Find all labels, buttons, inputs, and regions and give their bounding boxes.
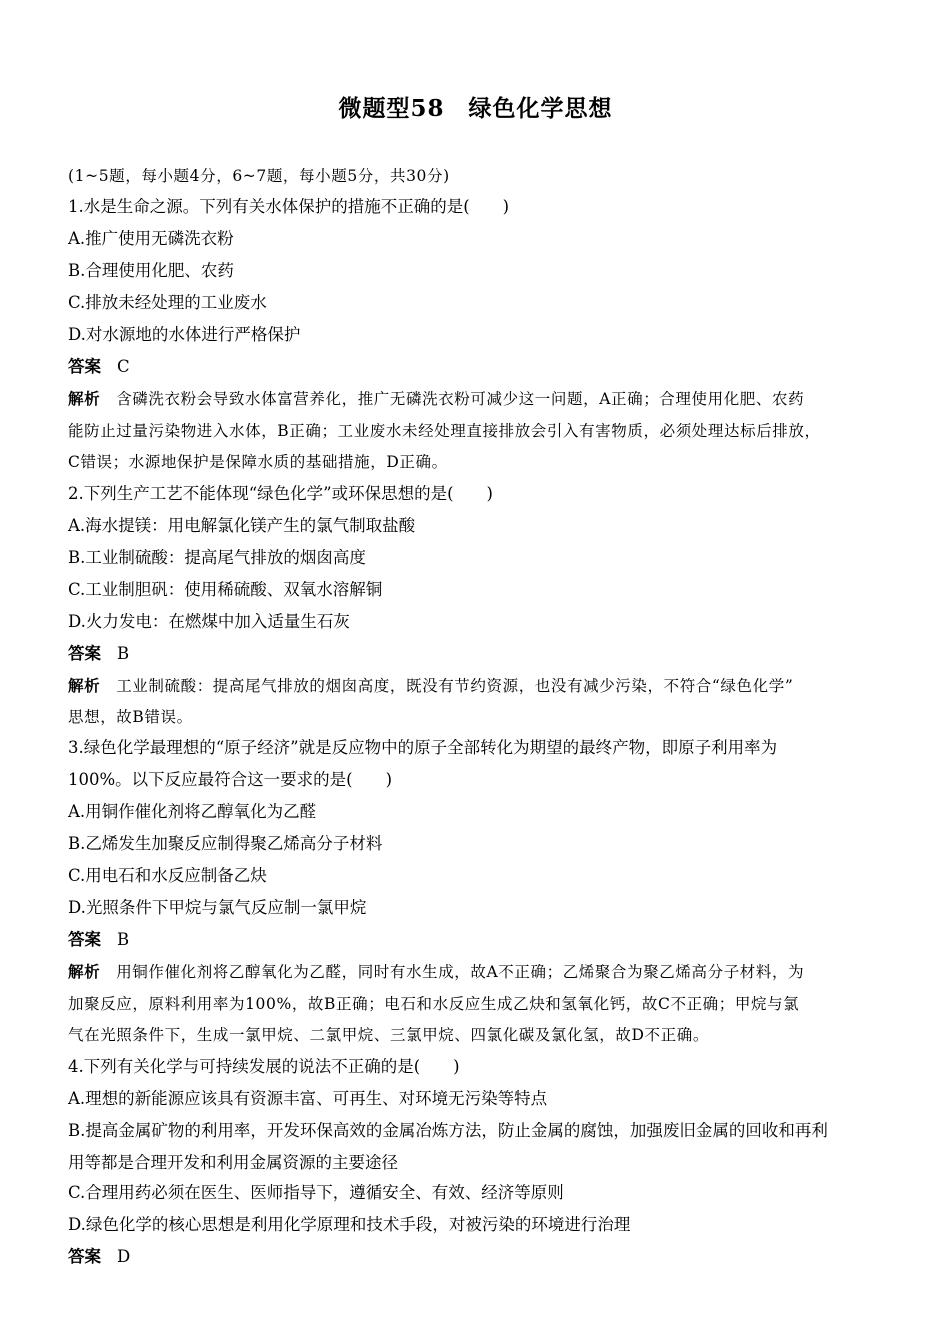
q3-analysis-line-2: 加聚反应，原料利用率为100%，故B正确；电石和水反应生成乙炔和氢氧化钙，故C不正确；甲烷与氯 <box>68 995 800 1013</box>
q1-stem: 1.水是生命之源。下列有关水体保护的措施不正确的是( ) <box>68 197 510 216</box>
q1-analysis-line-3: C错误；水源地保护是保障水质的基础措施，D正确。 <box>68 453 448 471</box>
q3-option-d: D.光照条件下甲烷与氯气反应制一氯甲烷 <box>68 898 367 917</box>
q2-option-c: C.工业制胆矾：使用稀硫酸、双氧水溶解铜 <box>68 580 383 599</box>
q1-answer-value: C <box>117 357 130 376</box>
q4-stem: 4.下列有关化学与可持续发展的说法不正确的是( ) <box>68 1057 460 1076</box>
q2-answer-value: B <box>117 644 130 663</box>
q3-answer <box>68 929 129 951</box>
intro-text: (1~5题，每小题4分，6~7题，每小题5分，共30分) <box>68 167 450 185</box>
q1-option-a: A.推广使用无磷洗衣粉 <box>68 229 234 248</box>
q1-analysis-line-2: 能防止过量污染物进入水体，B正确；工业废水未经处理直接排放会引入有害物质，必须处理达标后排放， <box>68 422 821 440</box>
q4-option-d: D.绿色化学的核心思想是利用化学原理和技术手段，对被污染的环境进行治理 <box>68 1215 631 1234</box>
q4-option-a: A.理想的新能源应该具有资源丰富、可再生、对环境无污染等特点 <box>68 1089 548 1108</box>
q3-analysis <box>68 961 804 983</box>
answer-label: 答案 <box>68 1247 101 1266</box>
q3-analysis-line-1: 用铜作催化剂将乙醇氧化为乙醛，同时有水生成，故A不正确；乙烯聚合为聚乙烯高分子材料，为 <box>116 963 805 981</box>
answer-label: 答案 <box>68 930 101 949</box>
q2-option-b: B.工业制硫酸：提高尾气排放的烟囱高度 <box>68 548 366 567</box>
q2-option-a: A.海水提镁：用电解氯化镁产生的氯气制取盐酸 <box>68 516 416 535</box>
q3-option-c: C.用电石和水反应制备乙炔 <box>68 866 267 885</box>
q1-option-c: C.排放未经处理的工业废水 <box>68 293 267 312</box>
analysis-label: 解析 <box>68 962 101 981</box>
q3-analysis-line-3: 气在光照条件下，生成一氯甲烷、二氯甲烷、三氯甲烷、四氯化碳及氯化氢，故D不正确。 <box>68 1026 709 1044</box>
q1-answer <box>68 356 130 378</box>
answer-label: 答案 <box>68 357 101 376</box>
q2-analysis <box>68 675 793 697</box>
analysis-label: 解析 <box>68 389 101 408</box>
q1-analysis <box>68 388 804 410</box>
q4-option-b-line-1: B.提高金属矿物的利用率，开发环保高效的金属冶炼方法，防止金属的腐蚀，加强废旧金属的回收和再利 <box>68 1121 828 1140</box>
q2-analysis-line-2: 思想，故B错误。 <box>68 708 193 726</box>
q1-option-d: D.对水源地的水体进行严格保护 <box>68 325 301 344</box>
q3-answer-value: B <box>117 930 130 949</box>
q4-option-c: C.合理用药必须在医生、医师指导下，遵循安全、有效、经济等原则 <box>68 1183 564 1202</box>
q3-stem-line-2: 100%。以下反应最符合这一要求的是( ) <box>68 770 393 789</box>
answer-label: 答案 <box>68 644 101 663</box>
q2-analysis-line-1: 工业制硫酸：提高尾气排放的烟囱高度，既没有节约资源，也没有减少污染，不符合“绿色化学” <box>116 677 794 695</box>
analysis-label: 解析 <box>68 676 101 695</box>
q1-analysis-line-1: 含磷洗衣粉会导致水体富营养化，推广无磷洗衣粉可减少这一问题，A正确；合理使用化肥、农药 <box>116 390 805 408</box>
q4-answer-value: D <box>117 1247 131 1266</box>
q4-option-b-line-2: 用等都是合理开发和利用金属资源的主要途径 <box>68 1153 398 1172</box>
q4-answer <box>68 1246 130 1268</box>
q3-option-b: B.乙烯发生加聚反应制得聚乙烯高分子材料 <box>68 834 383 853</box>
q2-option-d: D.火力发电：在燃煤中加入适量生石灰 <box>68 612 350 631</box>
q2-stem: 2.下列生产工艺不能体现“绿色化学”或环保思想的是( ) <box>68 484 493 503</box>
q3-option-a: A.用铜作催化剂将乙醇氧化为乙醛 <box>68 802 317 821</box>
q1-option-b: B.合理使用化肥、农药 <box>68 261 234 280</box>
q3-stem-line-1: 3.绿色化学最理想的“原子经济”就是反应物中的原子全部转化为期望的最终产物，即原子利用率为 <box>68 738 778 757</box>
q2-answer <box>68 643 129 665</box>
page-title: 微题型58 绿色化学思想 <box>338 95 613 122</box>
